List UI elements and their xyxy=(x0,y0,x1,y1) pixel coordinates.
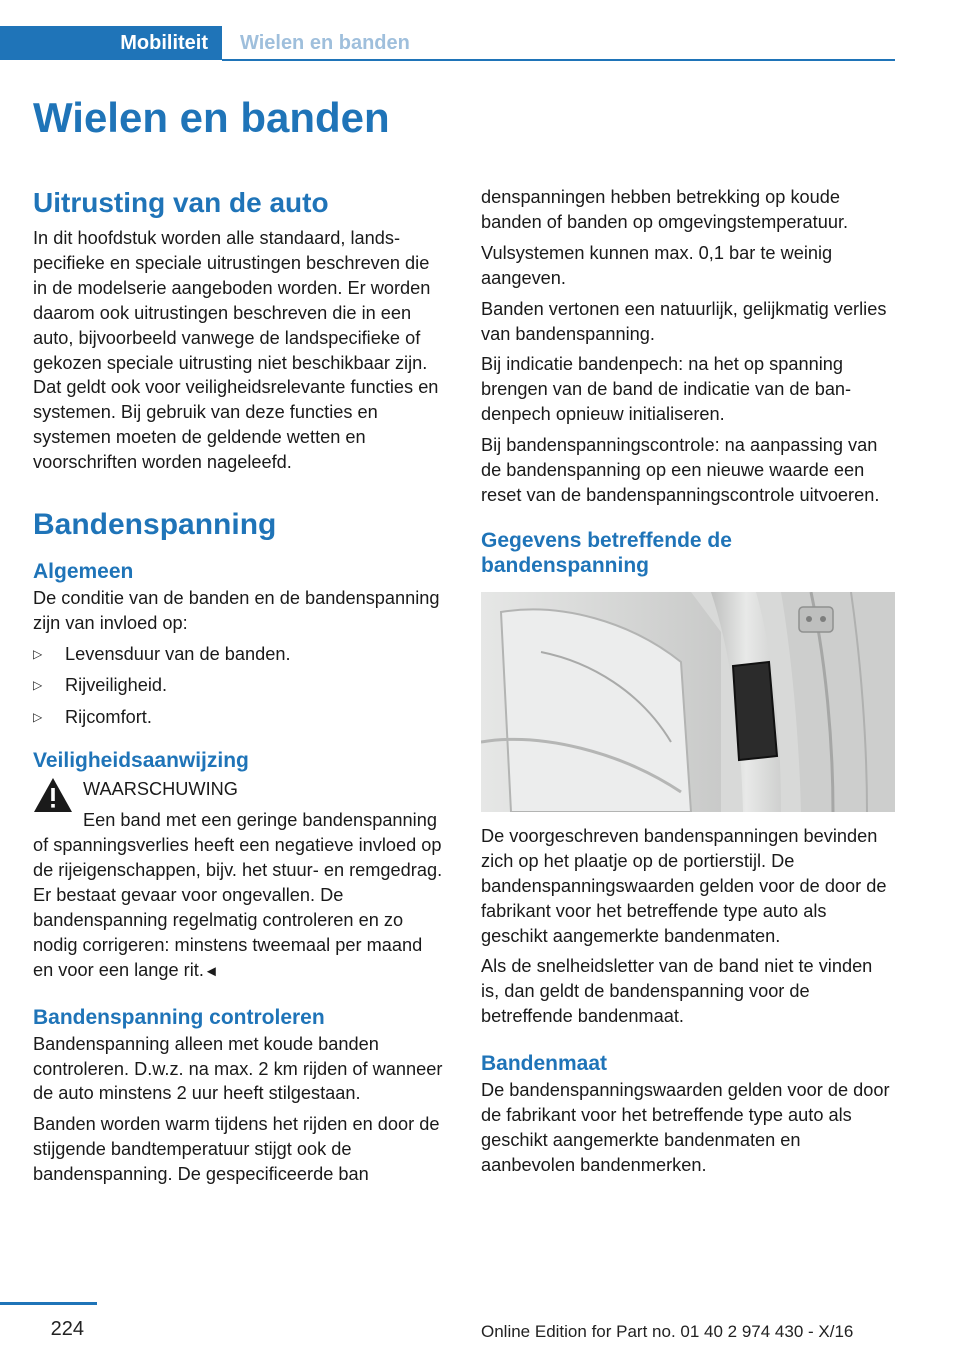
influence-list xyxy=(33,642,447,730)
plate-text: De voorgeschreven bandenspanningen bevinden zich op het plaatje op de portierstijl. De bandenspanningswaarden gelden voor de door de fabrikant voor het betreffende type auto als geschikt aangemerkte bandenmaten. xyxy=(481,825,887,946)
check-text-1: Bandenspanning alleen met koude banden controleren. D.w.z. na max. 2 km rijden of wanneer de auto minstens 2 uur heeft stilgestaan. xyxy=(33,1033,443,1104)
puncture-text: Bij indicatie bandenpech: na het op spanning brengen van de band de indicatie van de bandenpech opnieuw initialiseren. xyxy=(481,354,852,425)
pressure-control-text: Bij bandenspanningscontrole: na aanpassing van de bandenspanning op een nieuwe waarde een reset van de bandenspanningscontrole uitvoeren. xyxy=(481,435,880,505)
triangle-bullet-icon: ▷ xyxy=(33,678,43,693)
safety-heading: Veiligheidsaanwijzing xyxy=(33,749,249,773)
speed-letter-text: Als de snelheidsletter van de band niet te vinden is, dan geldt de bandenspanning voor de betreffende bandenmaat. xyxy=(481,956,873,1027)
warning-block xyxy=(33,777,447,984)
door-pillar-image xyxy=(481,592,895,812)
header-bar xyxy=(0,26,895,62)
page-number: 224 xyxy=(50,1318,84,1340)
size-text: De bandenspanningswaarden gelden voor de door de fabrikant voor het betreffende type auto als geschikt aangemerkte bandenmaten en aanbevolen bandenmerken. xyxy=(481,1080,890,1175)
check-text-2: Banden worden warm tijdens het rijden en door de stijgende bandtemperatuur stijgt ook de bandenspanning. De gespecificeerde ban xyxy=(33,1114,440,1185)
general-heading: Algemeen xyxy=(33,560,134,584)
pressure-heading: Bandenspanning xyxy=(33,508,277,542)
end-mark-icon: ◄ xyxy=(203,962,219,980)
door-pillar-illustration xyxy=(481,592,895,812)
continued-text: denspanningen hebben betrekking op koude banden of banden op omgevingstemperatuur. xyxy=(481,187,849,232)
general-text: De conditie van de banden en de bandenspanning zijn van invloed op: xyxy=(33,588,440,633)
header-divider xyxy=(222,59,895,61)
warning-text: Een band met een geringe bandenspanning of spanningsverlies heeft een negatieve invloed op de rijeigenschappen, bijv. het stuur- en remgedrag. Er bestaat gevaar voor ongevallen. De bandenspanning regelmatig controleren en zo nodig corrigeren: minstens tweemaal per maand en voor een lange rit.◄ xyxy=(33,810,443,980)
header-section-tab[interactable]: Mobiliteit xyxy=(0,26,222,60)
equipment-heading: Uitrusting van de auto xyxy=(33,187,329,218)
pressure-loss-text: Banden vertonen een natuurlijk, gelijkmatig verlies van bandenspanning. xyxy=(481,298,887,344)
warning-triangle-icon xyxy=(33,777,73,813)
left-column xyxy=(33,186,447,1187)
footer-divider xyxy=(0,1302,97,1305)
triangle-bullet-icon: ▷ xyxy=(33,709,43,724)
right-column xyxy=(481,185,895,1178)
header-subsection-tab[interactable]: Wielen en banden xyxy=(240,32,410,54)
fill-system-text: Vulsystemen kunnen max. 0,1 bar te weinig aangeven. xyxy=(481,242,833,288)
triangle-bullet-icon: ▷ xyxy=(33,646,43,661)
list-item: ▷ Levensduur van de banden. xyxy=(33,642,447,667)
list-item: ▷ Rijveiligheid. xyxy=(33,673,447,698)
data-heading: Gegevens betreffende de bandenspanning xyxy=(481,528,732,577)
list-item: ▷ Rijcomfort. xyxy=(33,705,447,730)
edition-text: Online Edition for Part no. 01 40 2 974 430 - X/16 xyxy=(481,1322,854,1341)
check-heading: Bandenspanning controleren xyxy=(33,1005,325,1029)
size-heading: Bandenmaat xyxy=(481,1052,608,1076)
chapter-title: Wielen en banden xyxy=(33,94,390,141)
warning-label: WAARSCHUWING xyxy=(83,779,238,800)
equipment-text: In dit hoofdstuk worden alle standaard, landspecifieke en speciale uitrustingen beschreven die in de modelserie aangeboden worden. Er worden daarom ook uitrustingen beschreven die in een auto, bijvoorbeeld vanwege de landspecifieke of gekozen speciale uitrusting niet beschikbaar zijn. Dat geldt ook voor veiligheidsrelevante functies en systemen. Bij gebruik van deze functies en systemen moeten de geldende wetten en voorschriften worden nageleefd. xyxy=(33,228,439,473)
